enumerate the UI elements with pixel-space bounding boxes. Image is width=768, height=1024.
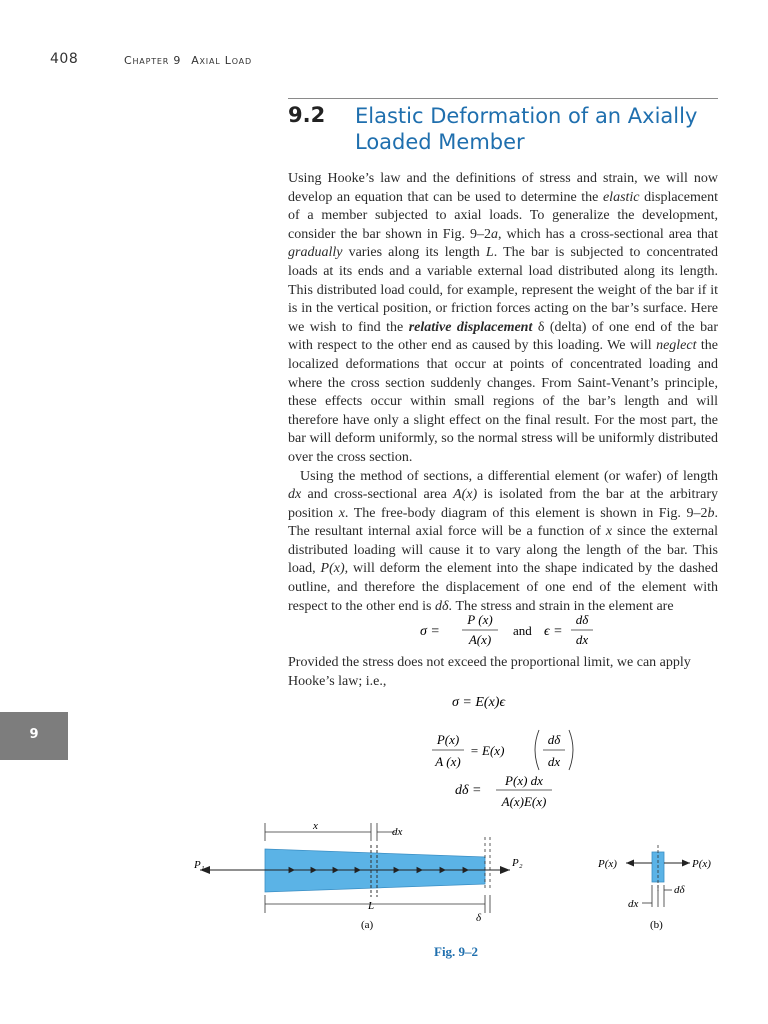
running-head-chapter: Chapter 9	[124, 54, 182, 67]
running-head-title: Axial Load	[191, 54, 252, 67]
page-number: 408	[50, 51, 79, 67]
eq2-ax: A (x)	[435, 754, 461, 769]
eq-ax: A(x)	[468, 632, 492, 647]
eq3-den: A(x)E(x)	[501, 794, 547, 809]
figure-caption: Fig. 9–2	[434, 944, 479, 959]
figure-a-bar	[200, 837, 510, 897]
label-dx: dx	[392, 826, 403, 838]
section-rule	[288, 98, 718, 99]
paragraph-2: Using the method of sections, a differential element (or wafer) of length dx and cross-sectional area A(x) is isolated from the bar at the arbitrary position x. The free-body diagram of this element is shown in Fig. 9–2b. The resultant internal axial force will be a function of x since the external distributed loading will cause it to vary along the length of the bar. This load, P(x), will deform the element into the shape indicated by the dashed outline, and therefore the displacement of one end of the element with respect to the other end is dδ. The stress and strain in the element are	[288, 468, 719, 614]
label-px-right: P(x)	[692, 858, 711, 870]
label-ddelta: dδ	[674, 884, 685, 896]
eq2-px: P(x)	[436, 732, 460, 747]
eq2-ddelta: dδ	[547, 732, 561, 747]
figure-9-2	[180, 815, 711, 940]
hooke-equations	[430, 688, 580, 816]
label-dx-b: dx	[628, 898, 639, 910]
section-title: Elastic Deformation of an Axially Loaded Member	[355, 104, 698, 154]
label-b: (b)	[650, 919, 663, 931]
label-delta: δ	[476, 912, 482, 924]
eq-ddelta: dδ	[575, 612, 589, 627]
section-number: 9.2	[288, 103, 326, 127]
eq-hooke: σ = E(x)ϵ	[452, 695, 506, 710]
eq-px: P (x)	[467, 612, 493, 627]
eq3-lhs: dδ =	[455, 783, 482, 798]
label-x: x	[313, 820, 318, 832]
eq-and: and	[513, 623, 532, 638]
running-head	[124, 54, 252, 67]
eq2-dx: dx	[547, 754, 561, 769]
eq3-num: P(x) dx	[505, 773, 543, 788]
eq-dx: dx	[575, 632, 589, 647]
paragraph-1: Using Hooke’s law and the definitions of stress and strain, we will now develop an equation that can be used to determine the elastic displacement of a member subjected to axial loads. To generalize the development, consider the bar shown in Fig. 9–2a, which has a cross-sectional area that gradually varies along its length L. The bar is subjected to concentrated loads at its ends and a variable external load distributed along its length. This distributed load could, for example, represent the weight of the bar if it is in the vertical position, or friction forces acting on the bar’s surface. Here we wish to find the relative displacement δ (delta) of one end of the bar with respect to the other end as caused by this loading. We will neglect the localized deformations that occur at points of concentrated loading and where the cross section suddenly changes. From Saint-Venant’s principle, these effects occur within small regions of the bar’s length and will therefore have only a slight effect on the final result. For the most part, the bar will deform uniformly, so the normal stress will be uniformly distributed over the cross section.	[288, 171, 718, 465]
paragraph-3: Provided the stress does not exceed the proportional limit, we can apply Hooke’s law; i.e.,	[288, 655, 691, 689]
body-text	[288, 170, 718, 616]
label-L: L	[368, 900, 375, 912]
label-px-left: P(x)	[598, 858, 617, 870]
chapter-tab: 9	[0, 712, 68, 760]
eq-epsilon: ϵ =	[544, 624, 563, 639]
stress-strain-equation	[420, 610, 600, 650]
eq-sigma: σ =	[420, 624, 440, 639]
eq2-ex: = E(x)	[470, 743, 505, 758]
label-p1: P₁	[194, 859, 205, 871]
label-a: (a)	[361, 919, 374, 931]
label-p2: P₂	[512, 857, 523, 869]
